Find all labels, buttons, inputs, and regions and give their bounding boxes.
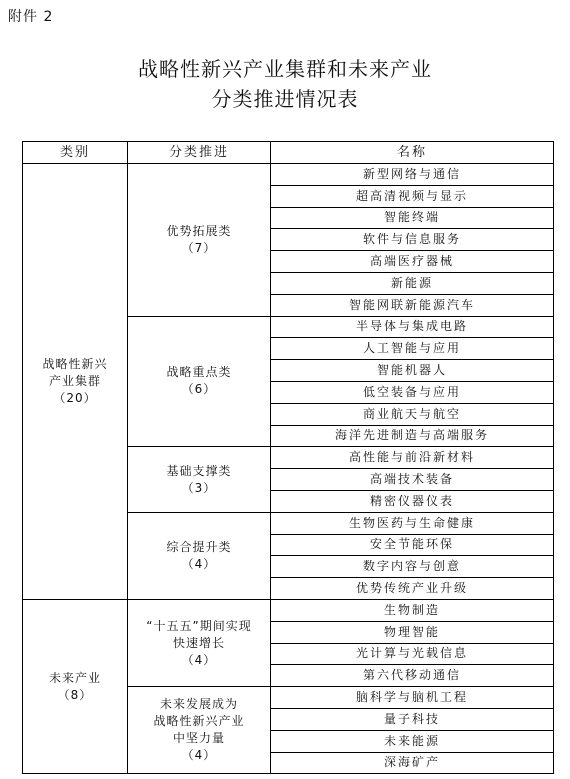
header-classification: 分类推进 bbox=[128, 142, 271, 164]
classification-label-line: “十五五”期间实现 bbox=[146, 618, 252, 633]
category-label-line: 未来产业 bbox=[48, 670, 101, 685]
classification-label-line: 基础支撑类 bbox=[166, 463, 232, 478]
table-header-row bbox=[23, 142, 554, 164]
classification-cell bbox=[128, 447, 271, 512]
header-name: 名称 bbox=[271, 142, 554, 164]
attachment-label: 附件 2 bbox=[8, 9, 54, 25]
table-row bbox=[23, 599, 554, 621]
classification-label-line: 战略重点类 bbox=[166, 365, 232, 380]
industry-name-cell: 高端技术装备 bbox=[271, 469, 554, 491]
category-cell bbox=[23, 599, 128, 773]
category-label-line: （20） bbox=[53, 390, 97, 405]
industry-name-cell: 新型网络与通信 bbox=[271, 164, 554, 186]
classification-label-line: 中坚力量 bbox=[172, 731, 225, 746]
industry-name-cell: 未来能源 bbox=[271, 730, 554, 752]
industry-name-cell: 脑科学与脑机工程 bbox=[271, 687, 554, 709]
classification-label-line: （3） bbox=[181, 480, 217, 495]
header-category: 类别 bbox=[23, 142, 128, 164]
classification-cell bbox=[128, 512, 271, 599]
industry-name-cell: 商业航天与航空 bbox=[271, 403, 554, 425]
classification-label-line: 快速增长 bbox=[172, 635, 225, 650]
classification-label-line: （4） bbox=[181, 652, 217, 667]
industry-name-cell: 生物制造 bbox=[271, 599, 554, 621]
category-cell bbox=[23, 164, 128, 600]
document-title-line-2: 分类推进情况表 bbox=[211, 87, 359, 111]
classification-cell bbox=[128, 687, 271, 774]
table-row bbox=[23, 164, 554, 186]
industry-name-cell: 人工智能与应用 bbox=[271, 338, 554, 360]
classification-cell bbox=[128, 316, 271, 447]
table-body bbox=[23, 164, 554, 774]
industry-name-cell: 量子科技 bbox=[271, 708, 554, 730]
category-label-line: （8） bbox=[57, 687, 93, 702]
classification-label-line: （4） bbox=[181, 556, 217, 571]
industry-name-cell: 低空装备与应用 bbox=[271, 381, 554, 403]
industry-name-cell: 新能源 bbox=[271, 272, 554, 294]
industry-name-cell: 数字内容与创意 bbox=[271, 556, 554, 578]
industry-name-cell: 高端医疗器械 bbox=[271, 251, 554, 273]
industry-name-cell: 光计算与光载信息 bbox=[271, 643, 554, 665]
classification-label-line: （7） bbox=[181, 240, 217, 255]
industry-name-cell: 深海矿产 bbox=[271, 752, 554, 774]
industry-name-cell: 精密仪器仪表 bbox=[271, 490, 554, 512]
industry-name-cell: 智能终端 bbox=[271, 207, 554, 229]
classification-label-line: 优势拓展类 bbox=[166, 223, 232, 238]
classification-cell bbox=[128, 164, 271, 317]
classification-label-line: 战略性新兴产业 bbox=[153, 714, 245, 729]
category-label-line: 产业集群 bbox=[48, 373, 101, 388]
classification-label-line: 综合提升类 bbox=[166, 539, 232, 554]
classification-table bbox=[22, 141, 554, 774]
industry-name-cell: 智能网联新能源汽车 bbox=[271, 294, 554, 316]
industry-name-cell: 生物医药与生命健康 bbox=[271, 512, 554, 534]
classification-cell bbox=[128, 599, 271, 686]
industry-name-cell: 海洋先进制造与高端服务 bbox=[271, 425, 554, 447]
classification-label-line: 未来发展成为 bbox=[159, 697, 238, 712]
category-label-line: 战略性新兴 bbox=[42, 356, 108, 371]
industry-name-cell: 物理智能 bbox=[271, 621, 554, 643]
classification-label-line: （4） bbox=[181, 748, 217, 763]
industry-name-cell: 第六代移动通信 bbox=[271, 665, 554, 687]
industry-name-cell: 半导体与集成电路 bbox=[271, 316, 554, 338]
industry-name-cell: 软件与信息服务 bbox=[271, 229, 554, 251]
industry-name-cell: 高性能与前沿新材料 bbox=[271, 447, 554, 469]
industry-name-cell: 安全节能环保 bbox=[271, 534, 554, 556]
industry-name-cell: 超高清视频与显示 bbox=[271, 185, 554, 207]
industry-name-cell: 优势传统产业升级 bbox=[271, 578, 554, 600]
classification-label-line: （6） bbox=[181, 382, 217, 397]
industry-name-cell: 智能机器人 bbox=[271, 360, 554, 382]
document-title-line-1: 战略性新兴产业集群和未来产业 bbox=[138, 57, 432, 81]
